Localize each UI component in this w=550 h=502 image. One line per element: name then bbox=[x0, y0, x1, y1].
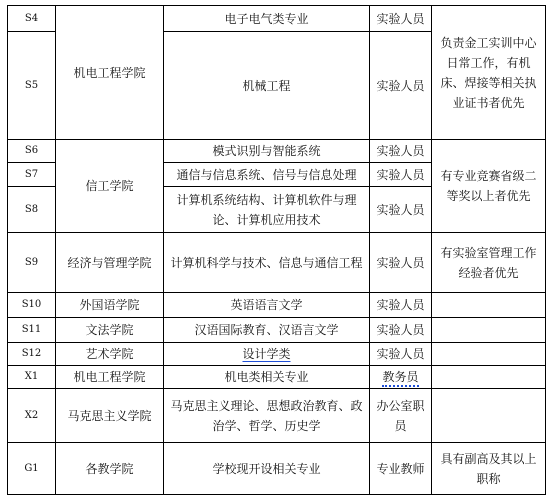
role-cell: 实验人员 bbox=[370, 233, 432, 293]
requirement-note: 有实验室管理工作经验者优先 bbox=[432, 233, 546, 293]
role-cell bbox=[370, 366, 432, 389]
table-row bbox=[8, 389, 546, 443]
role-cell: 专业教师 bbox=[370, 443, 432, 495]
position-code: X2 bbox=[8, 389, 56, 443]
position-code: S10 bbox=[8, 293, 56, 318]
role-cell: 实验人员 bbox=[370, 343, 432, 366]
major-cell: 电子电气类专业 bbox=[164, 6, 370, 32]
position-code: S11 bbox=[8, 318, 56, 343]
college-cell: 信工学院 bbox=[56, 140, 164, 233]
table-row bbox=[8, 140, 546, 163]
position-code: S8 bbox=[8, 187, 56, 233]
role-cell: 实验人员 bbox=[370, 32, 432, 140]
positions-table bbox=[7, 5, 546, 495]
college-cell: 马克思主义学院 bbox=[56, 389, 164, 443]
table-row bbox=[8, 343, 546, 366]
major-cell bbox=[164, 343, 370, 366]
college-cell: 经济与管理学院 bbox=[56, 233, 164, 293]
table-row bbox=[8, 233, 546, 293]
role-text: 教务员 bbox=[382, 370, 418, 387]
college-cell: 外国语学院 bbox=[56, 293, 164, 318]
requirement-note: 有专业竞赛省级二等奖以上者优先 bbox=[432, 140, 546, 233]
table-row bbox=[8, 318, 546, 343]
position-code: S9 bbox=[8, 233, 56, 293]
requirement-note: 负责金工实训中心日常工作，有机床、焊接等相关执业证书者优先 bbox=[432, 6, 546, 140]
position-code: S12 bbox=[8, 343, 56, 366]
role-cell: 实验人员 bbox=[370, 187, 432, 233]
major-cell: 机电类相关专业 bbox=[164, 366, 370, 389]
position-code: S6 bbox=[8, 140, 56, 163]
major-cell: 汉语国际教育、汉语言文学 bbox=[164, 318, 370, 343]
role-cell: 实验人员 bbox=[370, 318, 432, 343]
position-code: S5 bbox=[8, 32, 56, 140]
role-cell: 实验人员 bbox=[370, 163, 432, 187]
position-code: X1 bbox=[8, 366, 56, 389]
major-cell: 计算机系统结构、计算机软件与理论、计算机应用技术 bbox=[164, 187, 370, 233]
table-row bbox=[8, 366, 546, 389]
role-cell: 办公室职员 bbox=[370, 389, 432, 443]
position-code: S7 bbox=[8, 163, 56, 187]
table-row bbox=[8, 6, 546, 32]
requirement-note bbox=[432, 389, 546, 443]
table-row bbox=[8, 443, 546, 495]
major-cell: 机械工程 bbox=[164, 32, 370, 140]
major-cell: 英语语言文学 bbox=[164, 293, 370, 318]
college-cell: 文法学院 bbox=[56, 318, 164, 343]
requirement-note: 具有副高及其以上职称 bbox=[432, 443, 546, 495]
college-cell: 机电工程学院 bbox=[56, 366, 164, 389]
requirement-note bbox=[432, 366, 546, 389]
major-cell: 计算机科学与技术、信息与通信工程 bbox=[164, 233, 370, 293]
role-cell: 实验人员 bbox=[370, 6, 432, 32]
major-cell: 学校现开设相关专业 bbox=[164, 443, 370, 495]
requirement-note bbox=[432, 318, 546, 343]
college-cell: 机电工程学院 bbox=[56, 6, 164, 140]
major-cell: 模式识别与智能系统 bbox=[164, 140, 370, 163]
major-cell: 马克思主义理论、思想政治教育、政治学、哲学、历史学 bbox=[164, 389, 370, 443]
position-code: G1 bbox=[8, 443, 56, 495]
major-text: 设计学类 bbox=[242, 347, 291, 361]
position-code: S4 bbox=[8, 6, 56, 32]
college-cell: 艺术学院 bbox=[56, 343, 164, 366]
role-cell: 实验人员 bbox=[370, 140, 432, 163]
requirement-note bbox=[432, 343, 546, 366]
table-row bbox=[8, 293, 546, 318]
role-cell: 实验人员 bbox=[370, 293, 432, 318]
requirement-note bbox=[432, 293, 546, 318]
major-cell: 通信与信息系统、信号与信息处理 bbox=[164, 163, 370, 187]
college-cell: 各教学院 bbox=[56, 443, 164, 495]
